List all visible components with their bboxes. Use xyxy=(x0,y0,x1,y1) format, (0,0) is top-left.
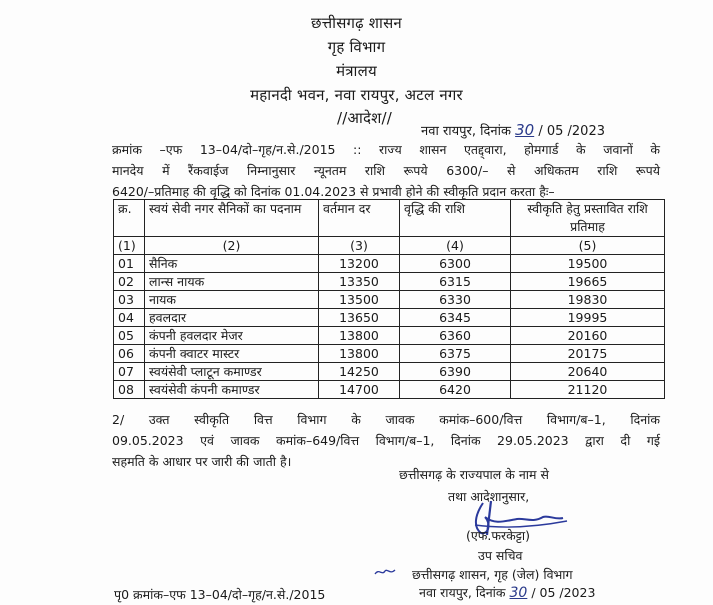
cell-current-rate: 13350 xyxy=(319,273,400,291)
para2-line: सहमति के आधार पर जारी की जाती है। xyxy=(112,454,292,469)
colnum: (1) xyxy=(114,237,145,255)
address-line: महानदी भवन, नवा रायपुर, अटल नगर xyxy=(250,86,463,104)
colnum: (4) xyxy=(400,237,511,255)
table-row xyxy=(114,327,665,345)
cell-designation: लान्स नायक xyxy=(145,273,319,291)
sig-date-prefix: नवा रायपुर, दिनांक xyxy=(419,585,506,600)
endorsement-line: पृ0 क्रमांक–एफ 13–04/दो–गृह/न.से./2015 xyxy=(114,587,326,602)
initials-mark xyxy=(373,566,397,578)
sig-date-day: 30 xyxy=(509,585,528,601)
cell-proposed: 19500 xyxy=(511,255,665,273)
honorarium-table xyxy=(113,199,665,399)
table-row xyxy=(114,309,665,327)
signature-authority: छत्तीसगढ़ के राज्यपाल के नाम से xyxy=(399,467,549,482)
table-row xyxy=(114,345,665,363)
header-serial: क्र. xyxy=(114,200,145,237)
signatory-department: छत्तीसगढ़ शासन, गृह (जेल) विभाग xyxy=(412,567,573,582)
table-colnum-row xyxy=(114,237,665,255)
cell-increase: 6360 xyxy=(400,327,511,345)
colnum: (3) xyxy=(319,237,400,255)
colnum: (5) xyxy=(511,237,665,255)
table-row xyxy=(114,381,665,399)
cell-designation: कंपनी हवलदार मेजर xyxy=(145,327,319,345)
cell-designation: स्वयंसेवी प्लाटून कमाण्डर xyxy=(145,363,319,381)
cell-increase: 6315 xyxy=(400,273,511,291)
cell-proposed: 19995 xyxy=(511,309,665,327)
cell-serial: 08 xyxy=(114,381,145,399)
colnum: (2) xyxy=(145,237,319,255)
table-row xyxy=(114,363,665,381)
cell-current-rate: 14700 xyxy=(319,381,400,399)
cell-serial: 02 xyxy=(114,273,145,291)
cell-designation: स्वयंसेवी कंपनी कमाण्डर xyxy=(145,381,319,399)
cell-increase: 6300 xyxy=(400,255,511,273)
header-proposed: स्वीकृति हेतु प्रस्तावित राशि प्रतिमाह xyxy=(511,200,665,237)
signatory-designation: उप सचिव xyxy=(478,548,523,563)
cell-current-rate: 13650 xyxy=(319,309,400,327)
order-title: //आदेश// xyxy=(336,109,393,127)
para1-line: क्रमांक –एफ 13–04/दो–गृह/न.से./2015 :: राज्य शासन एतद्द्वारा, होमगार्ड के जवानों के xyxy=(112,142,660,157)
dateline-prefix: नवा रायपुर, दिनांक xyxy=(421,124,511,139)
signatory-name: (एफ.फरकेट्टा) xyxy=(466,528,530,543)
cell-designation: कंपनी क्वाटर मास्टर xyxy=(145,345,319,363)
cell-current-rate: 13500 xyxy=(319,291,400,309)
cell-increase: 6375 xyxy=(400,345,511,363)
dateline-day: 30 xyxy=(515,121,535,139)
order-paragraph-2 xyxy=(112,409,660,472)
table-row xyxy=(114,291,665,309)
cell-current-rate: 13200 xyxy=(319,255,400,273)
govt-name: छत्तीसगढ़ शासन xyxy=(311,14,402,32)
cell-current-rate: 14250 xyxy=(319,363,400,381)
table-row xyxy=(114,273,665,291)
order-paragraph-1 xyxy=(112,139,660,202)
header-increase: वृद्धि की राशि xyxy=(400,200,511,237)
cell-serial: 05 xyxy=(114,327,145,345)
cell-proposed: 20640 xyxy=(511,363,665,381)
sig-date-rest: / 05 /2023 xyxy=(531,585,596,600)
signature-order-phrase: तथा आदेशानुसार, xyxy=(448,489,530,504)
table-row xyxy=(114,255,665,273)
cell-serial: 04 xyxy=(114,309,145,327)
cell-increase: 6345 xyxy=(400,309,511,327)
cell-increase: 6330 xyxy=(400,291,511,309)
cell-serial: 01 xyxy=(114,255,145,273)
para1-line: मानदेय में रैंकवाईज निम्नानुसार न्यूनतम राशि रूपये 6300/– से अधिकतम राशि रूपये xyxy=(112,163,660,178)
department-name: गृह विभाग xyxy=(327,38,386,56)
header-current-rate: वर्तमान दर xyxy=(319,200,400,237)
para1-line: 6420/–प्रतिमाह की वृद्धि को दिनांक 01.04.2023 से प्रभावी होने की स्वीकृति प्रदान करता हैः– xyxy=(112,184,555,199)
table-header-row xyxy=(114,200,665,237)
cell-current-rate: 13800 xyxy=(319,345,400,363)
secretariat-name: मंत्रालय xyxy=(336,62,377,80)
signature-dateline xyxy=(419,584,595,601)
cell-current-rate: 13800 xyxy=(319,327,400,345)
cell-serial: 07 xyxy=(114,363,145,381)
cell-proposed: 20175 xyxy=(511,345,665,363)
order-dateline xyxy=(421,121,605,139)
cell-serial: 06 xyxy=(114,345,145,363)
cell-proposed: 19665 xyxy=(511,273,665,291)
cell-serial: 03 xyxy=(114,291,145,309)
cell-designation: नायक xyxy=(145,291,319,309)
cell-proposed: 19830 xyxy=(511,291,665,309)
cell-designation: सैनिक xyxy=(145,255,319,273)
para2-line: 09.05.2023 एवं जावक कमांक–649/वित्त विभाग/ब–1, दिनांक 29.05.2023 द्वारा दी गई xyxy=(112,433,660,448)
dateline-rest: / 05 /2023 xyxy=(538,124,605,139)
cell-increase: 6390 xyxy=(400,363,511,381)
cell-increase: 6420 xyxy=(400,381,511,399)
para2-line: 2/ उक्त स्वीकृति वित्त विभाग के जावक कमांक–600/वित्त विभाग/ब–1, दिनांक xyxy=(112,412,660,427)
header-designation: स्वयं सेवी नगर सैनिकों का पदनाम xyxy=(145,200,319,237)
cell-designation: हवलदार xyxy=(145,309,319,327)
cell-proposed: 21120 xyxy=(511,381,665,399)
cell-proposed: 20160 xyxy=(511,327,665,345)
